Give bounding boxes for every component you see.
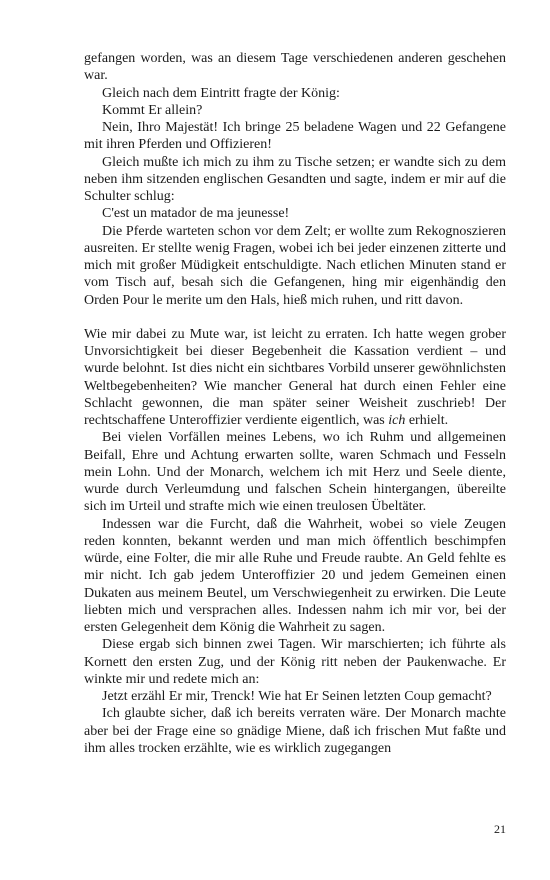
- paragraph: Kommt Er allein?: [102, 102, 203, 118]
- paragraph: Ich glaubte sicher, daß ich bereits verraten wäre. Der Monarch machte aber bei der Frage eine so gnädige Miene, daß ich frischen Mut faßte und ihm alles trocken erzählte, wie es wirklich zugegangen: [84, 706, 506, 756]
- paragraph: C'est un matador de ma jeunesse!: [102, 206, 290, 222]
- emphasized-word: ich: [388, 413, 406, 428]
- paragraph: Gleich nach dem Eintritt fragte der König:: [102, 85, 340, 101]
- paragraph-text: Wie mir dabei zu Mute war, ist leicht zu erraten. Ich hatte wegen grober Unvorsichtigkeit bei dieser Begebenheit die Kassation verdient – und wurde belohnt. Ist dies nicht ein sichtbares Vorbild unserer gewöhnlichsten Weltbegebenheiten? Wie mancher General hat durch einen Fehler eine Schlacht gewonnen, die man später seiner Weisheit zuschrieb! Der rechtschaffene Unteroffizier verdiente eigentlich, was: [84, 326, 506, 428]
- paragraph: Nein, Ihro Majestät! Ich bringe 25 beladene Wagen und 22 Gefangene mit ihren Pferden und Offizieren!: [84, 120, 506, 153]
- paragraph: Jetzt erzähl Er mir, Trenck! Wie hat Er Seinen letzten Coup gemacht?: [102, 689, 492, 704]
- paragraph: Diese ergab sich binnen zwei Tagen. Wir marschierten; ich führte als Kornett den ersten Zug, und der König ritt neben der Paukenwache. Er winkte mir und redete mich an:: [84, 637, 506, 687]
- paragraph: Die Pferde warteten schon vor dem Zelt; er wollte zum Rekognoszieren ausreiten. Er stellte wenig Fragen, wobei ich bei jeder einzenen zitterte und mich mit großer Müdigkeit entschuldigte. Nach etlichen Minuten stand er vom Tisch auf, besah sich die Gefangenen, hing mir eigenhändig den Orden Pour le merite um den Hals, hieß mich ruhen, und ritt davon.: [84, 223, 506, 308]
- book-page-text: [84, 50, 506, 757]
- paragraph: Bei vielen Vorfällen meines Lebens, wo ich Ruhm und allgemeinen Beifall, Ehre und Achtung erwarten sollte, waren Schmach und Fesseln mein Lohn. Und der Monarch, welchem ich mit Herz und Seele diente, wurde durch Verleumdung und falschen Schein hintergangen, übereilte sich im Urteil und strafte mich wie einen treulosen Übeltäter.: [84, 430, 506, 515]
- paragraph: Indessen war die Furcht, daß die Wahrheit, wobei so viele Zeugen reden konnten, bekannt werden und man mich öffentlich beschimpfen würde, eine Folter, die mir alle Ruhe und Freude raubte. An Geld fehlte es mir nicht. Ich gab jedem Unteroffizier 20 und jedem Gemeinen einen Dukaten aus meinem Beutel, um Verschwiegenheit zu erwirken. Die Leute liebten mich und versprachen alles. Indessen nahm ich mir vor, bei der ersten Gelegenheit dem König die Wahrheit zu sagen.: [84, 516, 506, 635]
- section-paragraph: [84, 326, 506, 430]
- paragraph-text: erhielt.: [405, 413, 449, 428]
- paragraph: gefangen worden, was an diesem Tage verschiedenen anderen geschehen war.: [84, 51, 506, 84]
- paragraph: Gleich mußte ich mich zu ihm zu Tische setzen; er wandte sich zu dem neben ihm sitzenden englischen Gesandten und sagte, indem er mir auf die Schulter schlug:: [84, 154, 506, 204]
- page-number: 21: [494, 822, 506, 836]
